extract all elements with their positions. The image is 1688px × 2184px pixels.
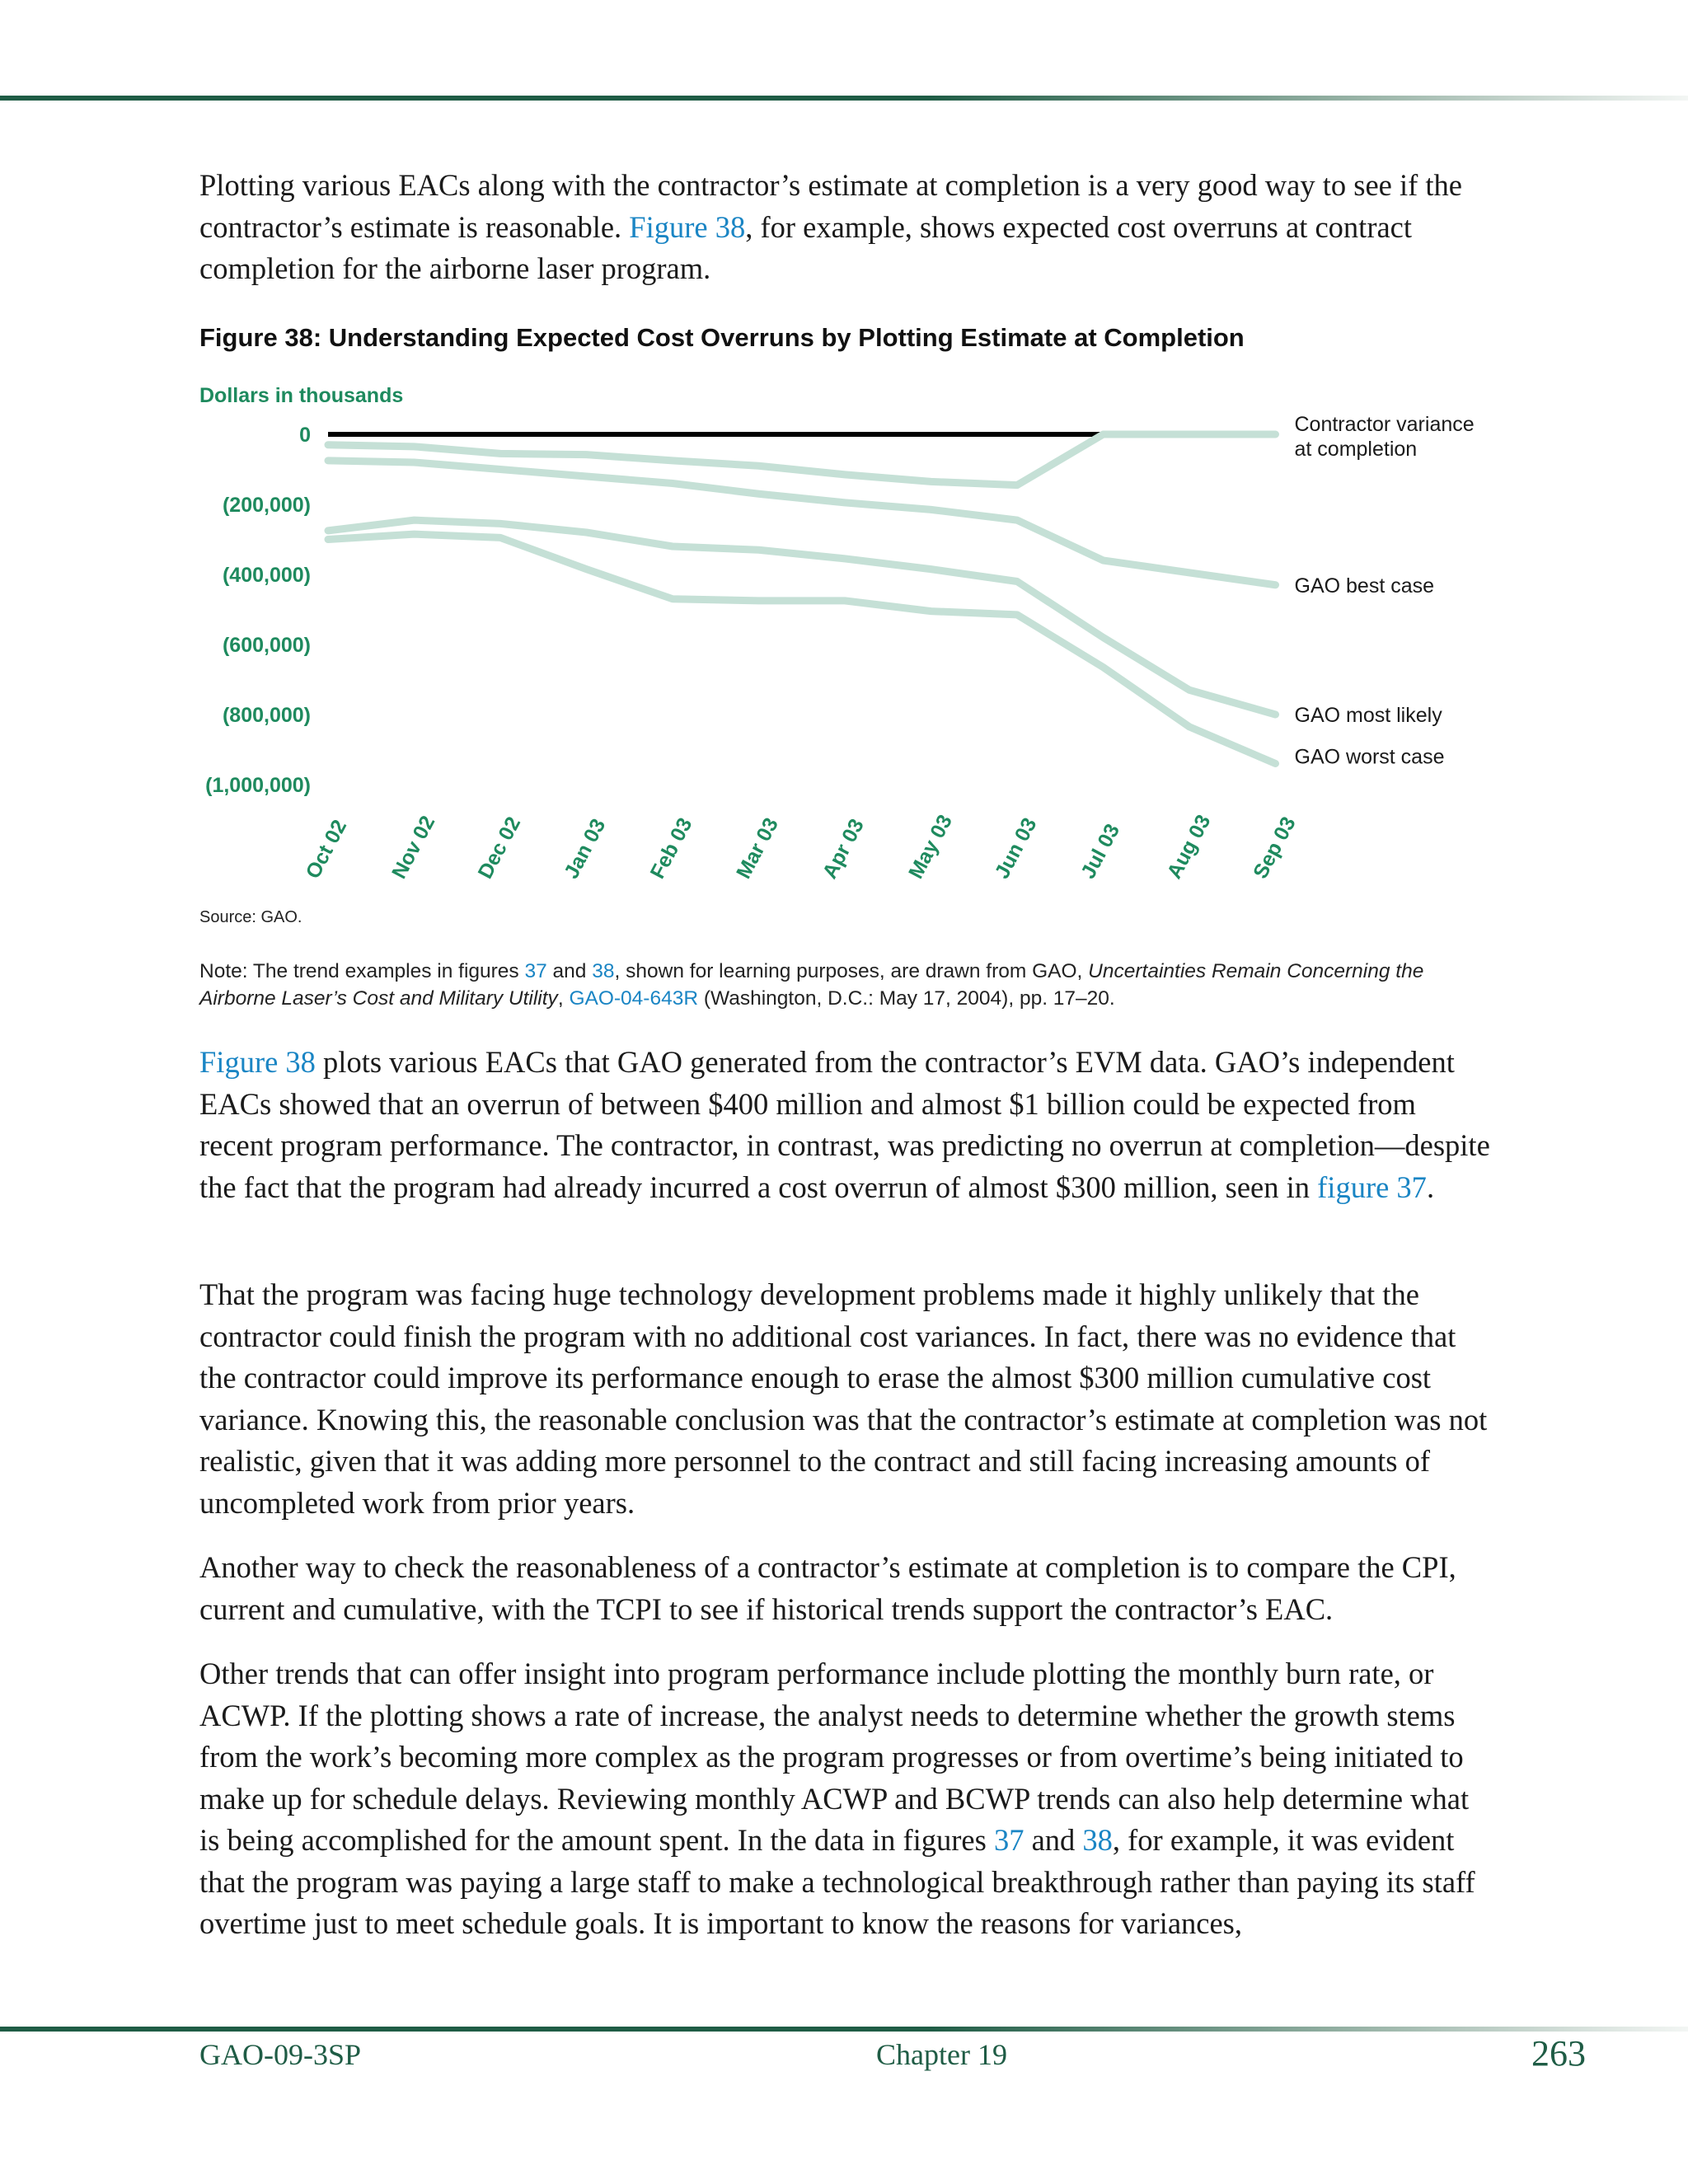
- series-line-4: [328, 534, 1276, 763]
- figure-38-link[interactable]: 38: [1082, 1823, 1113, 1857]
- note-link-38[interactable]: 38: [592, 960, 615, 982]
- paragraph-4: [199, 1653, 1493, 1945]
- y-tick-label: (200,000): [222, 494, 311, 517]
- series-label-1: Contractor variance at completion: [1294, 413, 1475, 461]
- x-tick-label: Jan 03: [560, 814, 611, 883]
- y-tick-label: (600,000): [222, 634, 311, 657]
- x-tick-label: Apr 03: [818, 814, 869, 883]
- figure-title: Figure 38: Understanding Expected Cost Overruns by Plotting Estimate at Completion: [199, 323, 1245, 352]
- x-axis-ticks: [302, 811, 1301, 883]
- series-line-1: [328, 434, 1276, 485]
- paragraph-4-text: , for example, it was evident that the program was paying a large staff to make a technological breakthrough rather than paying its staff overtime just to meet schedule goals. It is important to know the reasons for variances,: [199, 1823, 1475, 1940]
- y-tick-label: (1,000,000): [205, 774, 311, 797]
- figure-38-link[interactable]: Figure 38: [199, 1045, 316, 1079]
- series-label-2: GAO best case: [1294, 574, 1435, 598]
- paragraph-1: [199, 1042, 1493, 1208]
- note-link-gao-report[interactable]: GAO-04-643R: [569, 987, 699, 1010]
- note-text: Note: The trend examples in figures: [199, 960, 525, 982]
- y-axis-title: Dollars in thousands: [199, 384, 404, 407]
- footer-chapter: Chapter 19: [876, 2038, 1007, 2071]
- x-tick-label: Mar 03: [732, 813, 783, 883]
- x-tick-label: Feb 03: [645, 813, 697, 883]
- x-tick-label: Dec 02: [473, 813, 526, 883]
- paragraph-1-text: plots various EACs that GAO generated from the contractor’s EVM data. GAO’s independent EACs showed that an overrun of between $400 million and almost $1 billion could be expected from recent program performance. The contractor, in contrast, was predicting no overrun at completion—despite the fact that the program had already incurred a cost overrun of almost $300 million, seen in: [199, 1045, 1490, 1204]
- note-text: , shown for learning purposes, are drawn from GAO,: [614, 960, 1089, 982]
- footer-report-number: GAO-09-3SP: [199, 2038, 362, 2071]
- paragraph-3: Another way to check the reasonableness of a contractor’s estimate at completion is to compare the CPI, current and cumulative, with the TCPI to see if historical trends support the contractor’s EAC.: [199, 1550, 1456, 1626]
- x-tick-label: Oct 02: [301, 816, 352, 883]
- x-tick-label: Aug 03: [1162, 811, 1216, 883]
- series-group: [328, 434, 1276, 764]
- paragraph-2: That the program was facing huge technology development problems made it highly unlikely that the contractor could finish the program with no additional cost variances. In fact, there was no evidence that the contractor could improve its performance enough to erase the almost $300 million cumulative cost variance. Knowing this, the reasonable conclusion was that the contractor’s estimate at completion was not realistic, given that it was adding more personnel to the contract and still facing increasing amounts of uncompleted work from prior years.: [199, 1277, 1488, 1520]
- paragraph-1-end: .: [1426, 1169, 1435, 1204]
- figure-37-link[interactable]: figure 37: [1317, 1169, 1427, 1204]
- note-link-37[interactable]: 37: [524, 960, 547, 982]
- figure-note: [199, 958, 1502, 1012]
- figure-38-link[interactable]: Figure 38: [629, 209, 746, 244]
- y-tick-label: (800,000): [222, 704, 311, 727]
- y-tick-label: (400,000): [222, 564, 311, 587]
- series-label-4: GAO worst case: [1294, 745, 1445, 769]
- figure-source: Source: GAO.: [199, 908, 302, 926]
- footer-rule: [0, 2027, 1688, 2032]
- series-label-3: GAO most likely: [1294, 704, 1442, 727]
- intro-text: Plotting various EACs along with the contractor’s estimate at completion is a very good way to see if the contractor’s estimate is reasonable.: [199, 168, 1463, 244]
- eac-line-chart: [0, 0, 1688, 931]
- x-tick-label: Jul 03: [1076, 820, 1125, 883]
- intro-text-end: , for example, shows expected cost overruns at contract completion for the airborne laser program.: [199, 209, 1413, 285]
- x-tick-label: Sep 03: [1249, 813, 1301, 883]
- y-axis-ticks: [205, 424, 311, 797]
- x-tick-label: Jun 03: [990, 813, 1042, 883]
- paragraph-4-text: and: [1024, 1823, 1083, 1857]
- note-report-title: Uncertainties Remain Concerning the Airborne Laser’s Cost and Military Utility: [199, 960, 1424, 1010]
- x-tick-label: May 03: [904, 811, 957, 883]
- figure-37-link[interactable]: 37: [993, 1823, 1025, 1857]
- paragraph-4-text: Other trends that can offer insight into program performance include plotting the monthly burn rate, or ACWP. If the plotting shows a rate of increase, the analyst needs to determine whether the growth stems from the work’s becoming more complex as the program progresses or from overtime’s being initiated to make up for schedule delays. Reviewing monthly ACWP and BCWP trends can also help determine what is being accomplished for the amount spent. In the data in figures: [199, 1657, 1470, 1857]
- page-number: 263: [1531, 2033, 1586, 2074]
- note-text: ,: [557, 987, 570, 1010]
- y-tick-label: 0: [299, 424, 311, 447]
- series-labels: [1295, 413, 1475, 769]
- x-tick-label: Nov 02: [387, 812, 440, 883]
- note-text: (Washington, D.C.: May 17, 2004), pp. 17–20.: [698, 987, 1115, 1010]
- note-text: and: [546, 960, 593, 982]
